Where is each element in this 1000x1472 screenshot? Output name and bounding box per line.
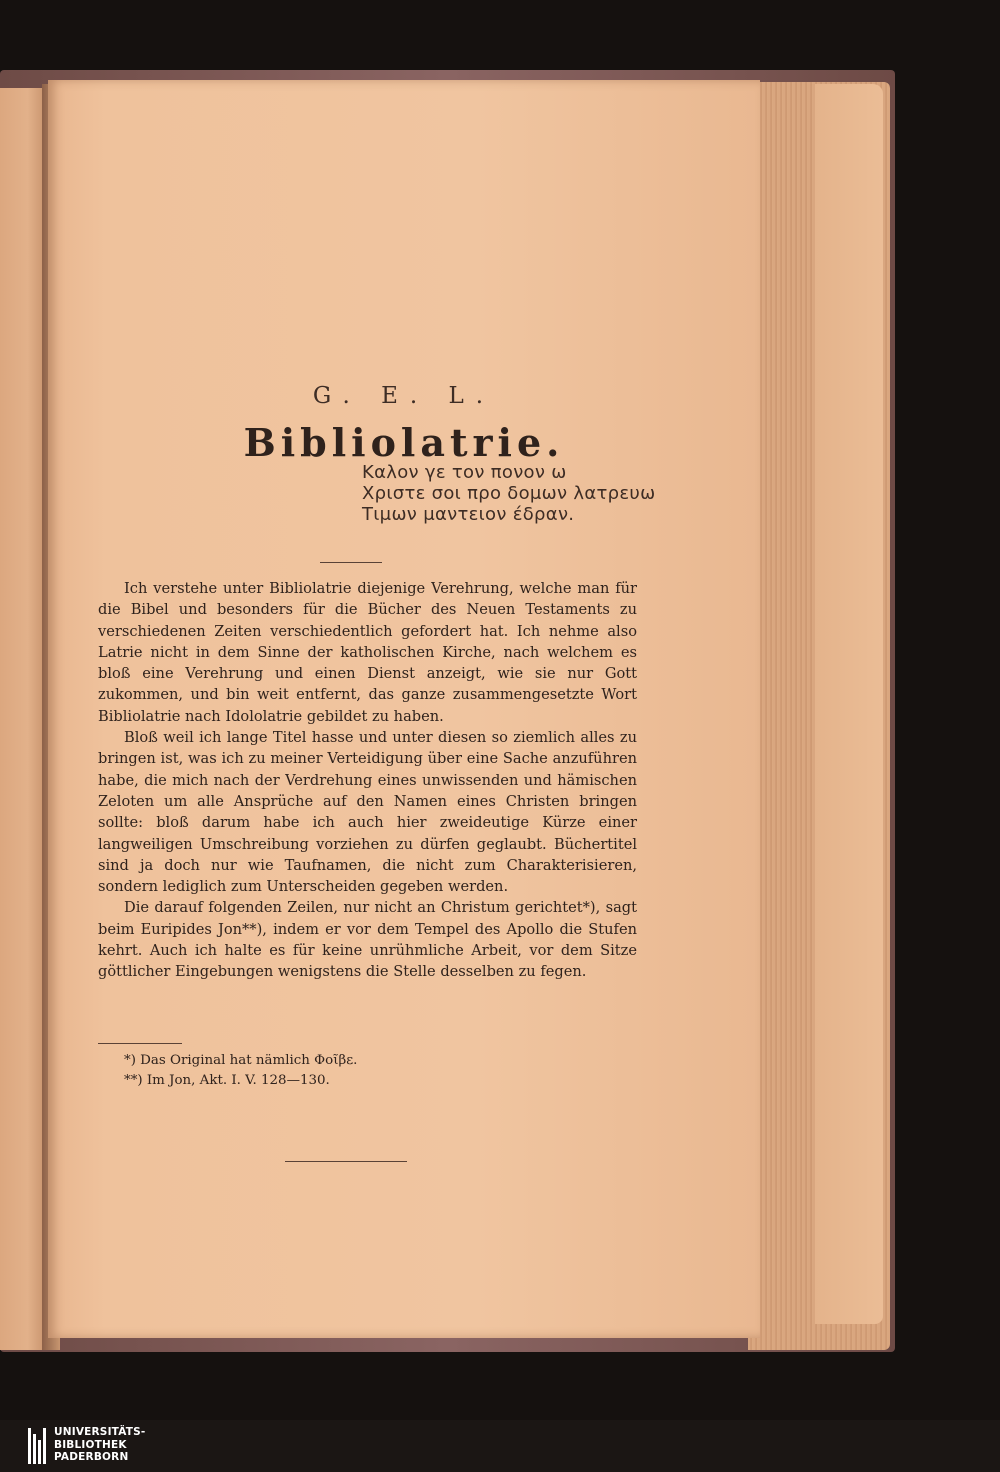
epigraph-line: Καλον γε τον πονον ω xyxy=(362,462,567,483)
library-name xyxy=(54,1426,194,1464)
footnote: **) Im Jon, Akt. I. V. 128—130. xyxy=(124,1073,330,1088)
book-page xyxy=(48,80,760,1338)
library-name-line: BIBLIOTHEK xyxy=(54,1438,127,1451)
footnote: *) Das Original hat nämlich Φοῖβε. xyxy=(124,1053,358,1068)
paragraph: Die darauf folgenden Zeilen, nur nicht an Christum gerichtet*), sagt beim Euripides Jon**), indem er vor dem Tempel des Apollo die Stufen kehrt. Auch ich halte es für keine unrühmliche Arbeit, vor dem Sitze göttlicher Eingebungen wenigstens die Stelle desselben zu fegen. xyxy=(98,899,637,981)
library-name-line: UNIVERSITÄTS- xyxy=(54,1426,146,1438)
paragraph: Ich verstehe unter Bibliolatrie diejenige Verehrung, welche man für die Bibel und besonders für die Bücher des Neuen Testaments zu verschiedenen Zeiten verschiedentlich gefordert hat. Ich nehme also Latrie nicht in dem Sinne der katholischen Kirche, nach welchem es bloß eine Verehrung und einen Dienst anzeigt, wie sie nur Gott zukommen, und bin weit entfernt, das ganze zusammengesetzte Wort Bibliolatrie nach Idololatrie gebildet zu haben. xyxy=(98,580,637,725)
footnote-divider xyxy=(98,1043,182,1044)
greek-epigraph xyxy=(362,462,742,525)
chapter-title: Bibliolatrie. xyxy=(243,420,565,465)
footnotes xyxy=(98,1051,637,1091)
epigraph-line: Τιμων μαντειον έδραν. xyxy=(362,504,575,525)
epigraph-line: Χριστε σοι προ δομων λατρευω xyxy=(362,483,656,504)
end-divider xyxy=(285,1161,407,1162)
paragraph: Bloß weil ich lange Titel hasse und unter diesen so ziemlich alles zu bringen ist, was ich zu meiner Verteidigung über eine Sache anzuführen habe, die mich nach der Verdrehung eines unwissenden und hämischen Zeloten um alle Ansprüche auf den Namen eines Christen bringen sollte: bloß darum habe ich auch hier zweideutige Kürze einer langweiligen Umschreibung vorziehen zu dürfen geglaubt. Büchertitel sind ja doch nur wie Taufnamen, die nicht zum Charakterisieren, sondern lediglich zum Unterscheiden gegeben werden. xyxy=(98,729,637,896)
left-page-edge xyxy=(0,88,46,1350)
heading-initials: G. E. L. xyxy=(312,383,496,409)
body-text xyxy=(98,578,637,983)
library-logo-icon xyxy=(28,1428,46,1464)
library-name-line: PADERBORN xyxy=(54,1451,129,1463)
title-divider xyxy=(320,562,382,563)
fore-edge xyxy=(815,84,883,1324)
